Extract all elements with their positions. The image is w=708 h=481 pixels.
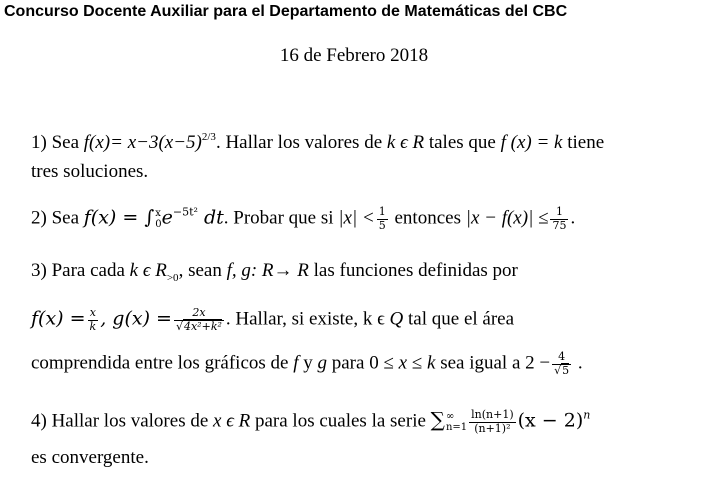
p4-term: (x − 2) — [517, 409, 584, 432]
p2-text: . Probar que si — [223, 207, 339, 229]
problem-4-line-1 — [31, 409, 590, 435]
p3-Q: Q — [389, 308, 404, 330]
p3-r-num: 4 — [552, 351, 571, 365]
p2-fraction-2 — [550, 206, 568, 232]
p2-f1-den: 5 — [378, 218, 386, 232]
p3-text: tal que el área — [403, 308, 515, 330]
p1-line-2-text: tres soluciones. — [31, 161, 149, 182]
p3-text: para 0 ≤ — [327, 352, 399, 374]
p1-k-in-r: k ϵ R — [386, 132, 425, 153]
sigma-icon: ∑ — [430, 407, 445, 432]
p2-exponent: −5t² — [172, 205, 198, 219]
sqrt-icon: √ — [175, 319, 183, 333]
p3-text: sea igual a 2 − — [435, 352, 551, 374]
p2-int-lower: 0 — [155, 219, 162, 231]
p2-text: entonces — [389, 207, 466, 229]
p3-text: comprendida entre los gráficos de — [31, 352, 294, 374]
p3-g-fraction — [174, 307, 224, 333]
arrow-icon: → — [273, 260, 293, 281]
p4-lower: n=1 — [445, 422, 468, 434]
p3-text: ≤ — [407, 352, 427, 374]
p3-text: , sean — [178, 260, 227, 281]
p1-label: 1) Sea — [31, 132, 84, 153]
p1-function: f(x)= x−3(x−5) — [83, 132, 202, 153]
p3-x: x — [398, 352, 408, 374]
p4-term-fraction — [469, 409, 516, 435]
p3-f-den: k — [89, 319, 97, 333]
p3-g-def: , g(x) = — [100, 307, 172, 330]
sqrt-icon: √ — [554, 363, 562, 377]
p1-exponent: 2/3 — [201, 131, 216, 143]
p2-exponential: e — [161, 206, 173, 229]
p2-fraction-1 — [377, 206, 388, 232]
p1-text: . Hallar los valores de — [215, 132, 387, 153]
p2-abs-diff: |x − f(x)| ≤ — [465, 207, 549, 229]
p3-r-den-radicand: 5 — [562, 363, 570, 377]
p2-end: . — [570, 207, 576, 229]
p4-num: ln(n+1) — [471, 408, 514, 421]
p3-root-fraction — [552, 351, 571, 377]
p2-label: 2) Sea — [31, 207, 84, 229]
p2-f1-num: 1 — [378, 205, 386, 218]
p4-line-2-text: es convergente. — [31, 447, 149, 468]
p3-r-den — [552, 365, 571, 378]
p2-dt: dt — [197, 206, 224, 229]
p3-f-def: f(x) = — [31, 307, 86, 330]
p3-g-den-radicand: 4x²+k² — [183, 319, 222, 333]
document-title: Concurso Docente Auxiliar para el Departamento de Matemáticas del CBC — [4, 3, 568, 20]
p3-g-den — [174, 321, 224, 334]
problem-3-line-2 — [31, 307, 514, 333]
p2-f2-num: 1 — [550, 206, 568, 220]
p3-fg: f, g: R — [226, 260, 274, 281]
p3-g: g — [317, 352, 327, 374]
p4-x-in-r: x ϵ R — [213, 410, 251, 432]
p4-den: (n+1)² — [474, 421, 511, 435]
problem-4-line-2 — [31, 448, 149, 467]
p4-label: 4) Hallar los valores de — [31, 410, 214, 432]
p1-text: tiene — [562, 132, 605, 153]
p2-integral: f(x) = ∫ — [83, 206, 155, 229]
p4-term-exp: n — [583, 408, 591, 422]
p1-equation: f (x) = k — [500, 132, 563, 153]
p3-k-in: k ϵ R — [129, 260, 167, 281]
p4-sum-limits — [446, 411, 467, 433]
problem-3-line-1 — [31, 260, 518, 284]
p3-label: 3) Para cada — [31, 260, 130, 281]
p3-k: k — [427, 352, 436, 374]
p3-text: las funciones definidas por — [308, 260, 518, 281]
p3-R: R — [292, 260, 309, 281]
p4-text: para los cuales la serie — [250, 410, 431, 432]
p4-upper: ∞ — [445, 411, 455, 423]
problem-2 — [31, 206, 575, 232]
p2-f2-den: 75 — [552, 218, 567, 232]
p2-int-upper: x — [155, 208, 161, 220]
p3-f-fraction — [88, 307, 99, 333]
p1-text: tales que — [424, 132, 501, 153]
p3-f-num: x — [88, 307, 99, 321]
p3-f: f — [293, 352, 299, 374]
problem-3-line-3 — [31, 351, 583, 377]
problem-1-line-1 — [31, 133, 604, 152]
p2-abs-x: |x| < — [338, 207, 375, 229]
p3-end: . — [573, 352, 583, 374]
document-date: 16 de Febrero 2018 — [279, 45, 429, 66]
p3-subscript: >0 — [166, 272, 179, 284]
p3-g-num: 2x — [174, 307, 224, 321]
problem-1-line-2 — [31, 162, 148, 181]
p3-text: y — [298, 352, 318, 374]
p3-text: . Hallar, si existe, k ϵ — [225, 308, 390, 330]
